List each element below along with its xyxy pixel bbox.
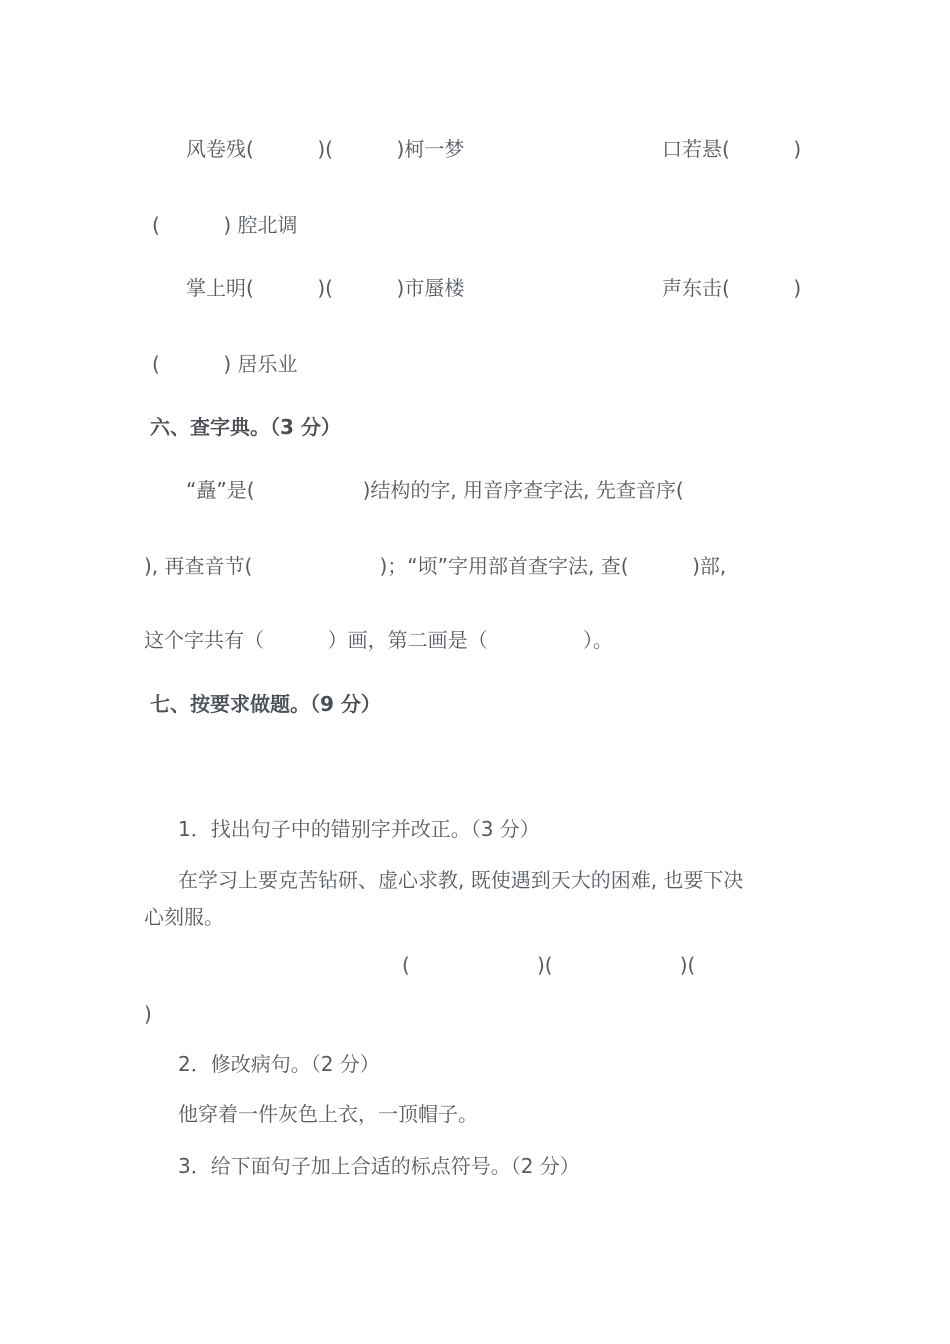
question-1-answer-blanks-end: )	[144, 1002, 152, 1026]
idiom-2-left: 掌上明( )( )市蜃楼	[186, 276, 465, 300]
question-1-answer-blanks: ( )( )(	[402, 953, 696, 977]
idiom-2-continuation: ( ) 居乐业	[152, 352, 298, 376]
idiom-1-right: 口若悬( )	[662, 137, 802, 161]
question-1-title: 1．找出句子中的错别字并改正。（3 分）	[178, 817, 540, 841]
question-3-title: 3．给下面句子加上合适的标点符号。（2 分）	[178, 1154, 580, 1178]
section-7-heading: 七、按要求做题。（9 分）	[150, 692, 381, 716]
question-1-sentence-line-2: 心刻服。	[144, 905, 224, 929]
section-6-line-1: “矗”是( )结构的字, 用音序查字法, 先查音序(	[186, 478, 684, 502]
section-6-line-3: 这个字共有（ ）画，第二画是（ ）。	[144, 628, 613, 652]
idiom-1-continuation: ( ) 腔北调	[152, 213, 298, 237]
section-6-heading: 六、查字典。（3 分）	[150, 415, 341, 439]
idiom-1-left: 风卷残( )( )柯一梦	[186, 137, 465, 161]
question-1-sentence-line-1: 在学习上要克苦钻研、虚心求教, 既使遇到天大的困难, 也要下决	[178, 868, 744, 892]
idiom-2-right: 声东击( )	[662, 276, 802, 300]
question-2-sentence: 他穿着一件灰色上衣，一顶帽子。	[178, 1102, 478, 1126]
section-6-line-2: ), 再查音节( )；“顷”字用部首查字法, 查( )部,	[144, 554, 727, 578]
question-2-title: 2．修改病句。（2 分）	[178, 1052, 380, 1076]
